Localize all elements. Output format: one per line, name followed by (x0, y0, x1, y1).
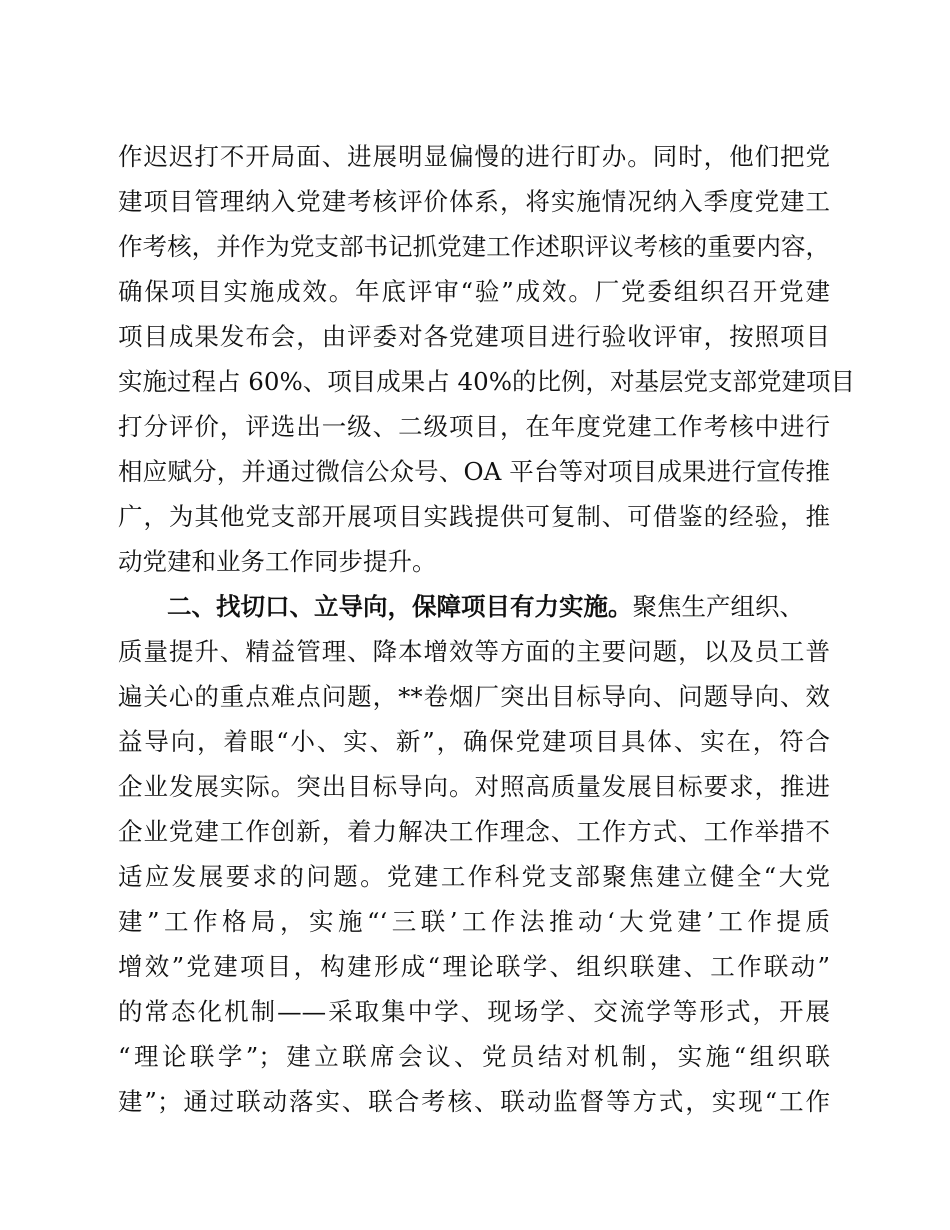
paragraph-line: 实施过程占 60%、项目成果占 40%的比例，对基层党支部党建项目 (118, 367, 855, 396)
paragraph-line: 质量提升、精益管理、降本增效等方面的主要问题，以及员工普 (118, 637, 830, 666)
paragraph-1 (118, 134, 855, 584)
paragraph-line: 建”；通过联动落实、联合考核、联动监督等方式，实现“工作 (118, 1087, 830, 1116)
paragraph-line: 相应赋分，并通过微信公众号、OA 平台等对项目成果进行宣传推 (118, 457, 830, 486)
document-body (118, 134, 855, 1124)
paragraph-line: 广，为其他党支部开展项目实践提供可复制、可借鉴的经验，推 (118, 502, 830, 531)
paragraph-line: 打分评价，评选出一级、二级项目，在年度党建工作考核中进行 (118, 412, 830, 441)
paragraph-line: 项目成果发布会，由评委对各党建项目进行验收评审，按照项目 (118, 322, 830, 351)
paragraph-line: 企业发展实际。突出目标导向。对照高质量发展目标要求，推进 (118, 772, 830, 801)
paragraph-line: 建项目管理纳入党建考核评价体系，将实施情况纳入季度党建工 (118, 187, 830, 216)
paragraph-line: 遍关心的重点难点问题，**卷烟厂突出目标导向、问题导向、效 (118, 682, 830, 711)
paragraph-2 (118, 584, 830, 1124)
paragraph-line: 增效”党建项目，构建形成“理论联学、组织联建、工作联动” (118, 952, 830, 981)
heading-continuation: 聚焦生产组织、 (632, 592, 804, 621)
section-heading: 二、找切口、立导向，保障项目有力实施。 (167, 592, 633, 621)
paragraph-line: 作考核，并作为党支部书记抓党建工作述职评议考核的重要内容， (118, 232, 830, 261)
paragraph-first-line (118, 584, 830, 629)
paragraph-line: 确保项目实施成效。年底评审“验”成效。厂党委组织召开党建 (118, 277, 830, 306)
paragraph-line: 动党建和业务工作同步提升。 (118, 547, 437, 576)
paragraph-line: 作迟迟打不开局面、进展明显偏慢的进行盯办。同时，他们把党 (118, 142, 830, 171)
paragraph-line: 建”工作格局，实施“‘三联’工作法推动‘大党建’工作提质 (118, 907, 830, 936)
paragraph-line: “理论联学”；建立联席会议、党员结对机制，实施“组织联 (118, 1042, 830, 1071)
paragraph-line: 益导向，着眼“小、实、新”，确保党建项目具体、实在，符合 (118, 727, 830, 756)
paragraph-line: 的常态化机制——采取集中学、现场学、交流学等形式，开展 (118, 997, 830, 1026)
paragraph-line: 适应发展要求的问题。党建工作科党支部聚焦建立健全“大党 (118, 862, 830, 891)
paragraph-line: 企业党建工作创新，着力解决工作理念、工作方式、工作举措不 (118, 817, 830, 846)
